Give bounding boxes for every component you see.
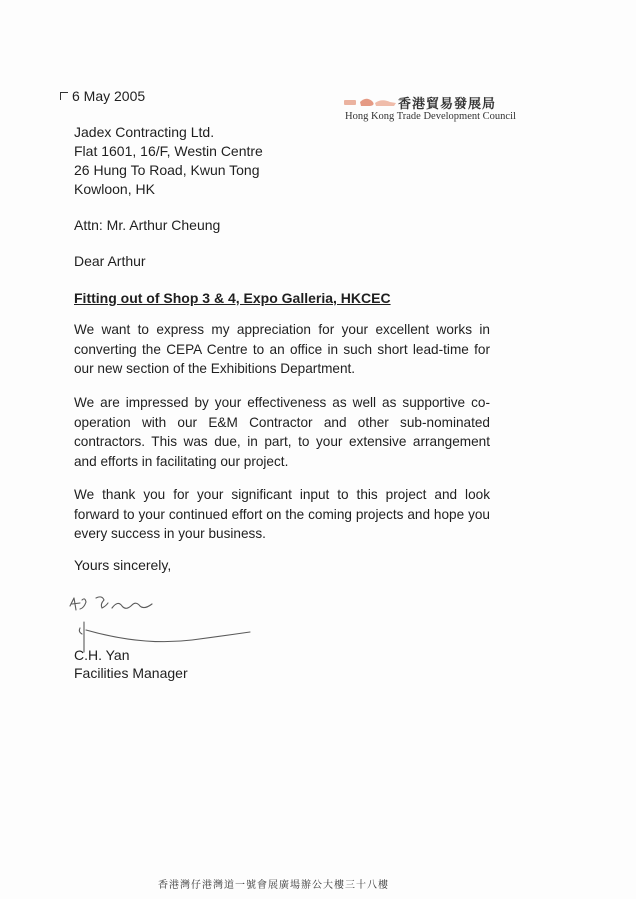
body-paragraph: We thank you for your significant input to this project and look forward to your continued effort on the coming projects and hope you every success in your business. <box>74 487 490 541</box>
salutation: Dear Arthur <box>74 253 146 269</box>
letterhead <box>340 92 516 128</box>
letterhead-chinese-name: 香港貿易發展局 <box>398 97 497 112</box>
closing: Yours sincerely, <box>74 557 172 573</box>
fold-corner-mark <box>60 92 68 100</box>
address-line: Kowloon, HK <box>74 181 155 197</box>
letter-date: 6 May 2005 <box>72 88 146 104</box>
signer-title: Facilities Manager <box>74 665 188 681</box>
hktdc-logo-icon <box>344 94 398 110</box>
footer-address: 香港灣仔港灣道一號會展廣場辦公大樓三十八樓 <box>158 880 389 891</box>
address-line: 26 Hung To Road, Kwun Tong <box>74 162 260 178</box>
signer-name: C.H. Yan <box>74 647 130 663</box>
attention-line: Attn: Mr. Arthur Cheung <box>74 217 221 233</box>
subject-line: Fitting out of Shop 3 & 4, Expo Galleria, HKCEC <box>74 290 391 306</box>
recipient-address <box>74 123 263 199</box>
address-line: Flat 1601, 16/F, Westin Centre <box>74 143 263 159</box>
body-paragraph: We are impressed by your effectiveness as well as supportive co-operation with our E&M Contractor and other sub-nominated contractors. This was due, in part, to your extensive arrangement and efforts in facilitating our project. <box>74 395 490 469</box>
address-line: Jadex Contracting Ltd. <box>74 124 215 140</box>
letterhead-english-name: Hong Kong Trade Development Council <box>345 111 516 122</box>
body-paragraph: We want to express my appreciation for your excellent works in converting the CEPA Centre to an office in such short lead-time for our new section of the Exhibitions Department. <box>74 322 490 376</box>
